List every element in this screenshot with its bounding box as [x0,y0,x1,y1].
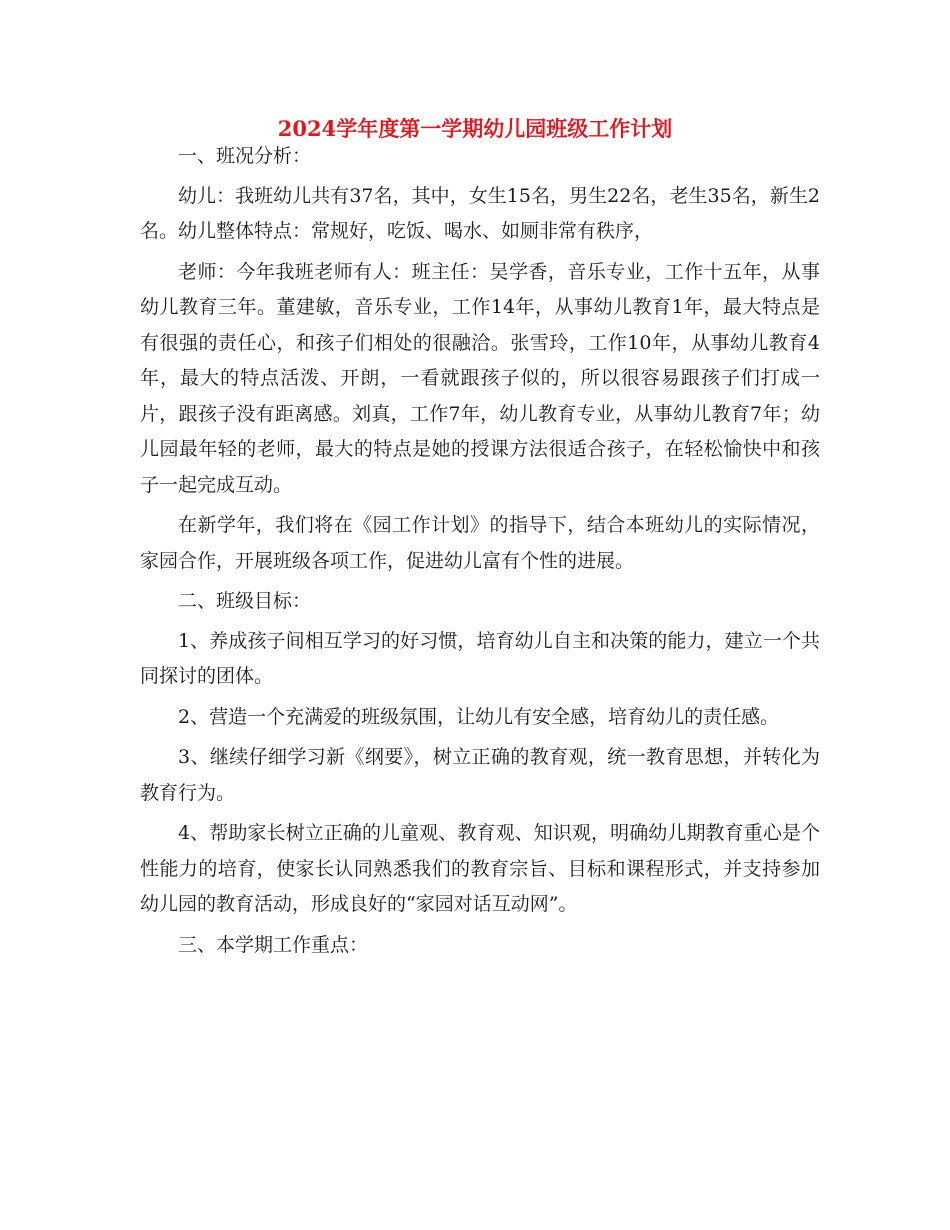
goal-item-3: 3、继续仔细学习新《纲要》，树立正确的教育观，统一教育思想，并转化为教育行为。 [140,746,820,804]
paragraph-new-year: 在新学年，我们将在《园工作计划》的指导下，结合本班幼儿的实际情况，家园合作，开展班级各项工作，促进幼儿富有个性的进展。 [140,514,820,572]
section-heading-class-goals: 二、班级目标： [178,590,312,612]
goal-item-2: 2、营造一个充满爱的班级氛围，让幼儿有安全感，培育幼儿的责任感。 [178,705,780,728]
document-body [140,139,820,967]
paragraph-teachers: 老师：今年我班老师有人：班主任：吴学香，音乐专业，工作十五年，从事幼儿教育三年。董建敏，音乐专业，工作14年，从事幼儿教育1年，最大特点是有很强的责任心，和孩子们相处的很融洽。张雪玲，工作10年，从事幼儿教育4年，最大的特点活泼、开朗，一看就跟孩子似的，所以很容易跟孩子们打成一片，跟孩子没有距离感。刘真，工作7年，幼儿教育专业，从事幼儿教育7年；幼儿园最年轻的老师，最大的特点是她的授课方法很适合孩子，在轻松愉快中和孩子一起完成互动。 [140,260,820,496]
goal-item-1: 1、养成孩子间相互学习的好习惯，培育幼儿自主和决策的能力，建立一个共同探讨的团体。 [140,629,820,687]
section-heading-work-focus: 三、本学期工作重点： [178,933,369,956]
goal-item-4: 4、帮助家长树立正确的儿童观、教育观、知识观，明确幼儿期教育重心是个性能力的培育，使家长认同熟悉我们的教育宗旨、目标和课程形式，并支持参加幼儿园的教育活动，形成良好的“家园对话互动网”。 [140,822,820,915]
section-heading-class-analysis: 一、班况分析： [178,145,312,167]
document-title: 2024学年度第一学期幼儿园班级工作计划 [277,116,673,141]
paragraph-children: 幼儿：我班幼儿共有37名，其中，女生15名，男生22名，老生35名，新生2名。幼儿整体特点：常规好，吃饭、喝水、如厕非常有秩序， [140,184,820,242]
